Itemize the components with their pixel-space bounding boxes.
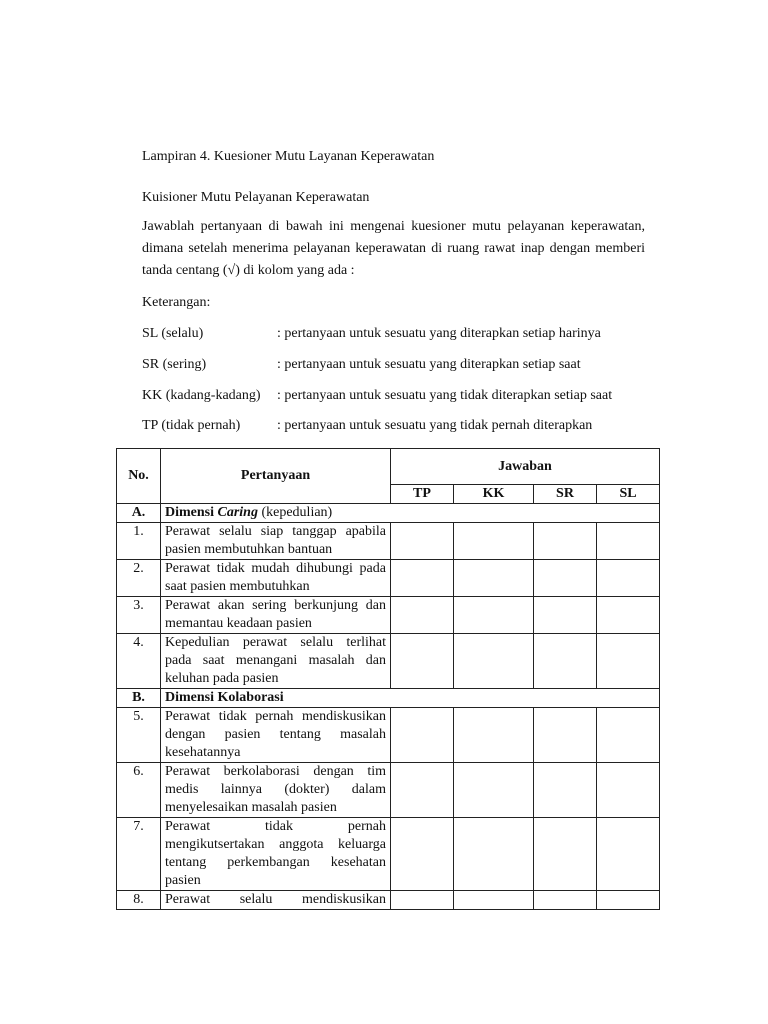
answer-cell-sr[interactable] <box>534 763 597 818</box>
question-row-4 <box>117 634 660 689</box>
section-label-prefix: Dimensi <box>165 505 218 520</box>
answer-cell-kk[interactable] <box>454 763 534 818</box>
answer-cell-tp[interactable] <box>391 560 454 597</box>
header-row-top <box>117 449 660 485</box>
answer-cell-tp[interactable] <box>391 708 454 763</box>
question-row-6 <box>117 763 660 818</box>
header-option-tp: TP <box>391 485 454 504</box>
answer-cell-tp[interactable] <box>391 523 454 560</box>
answer-cell-sl[interactable] <box>597 818 660 891</box>
answer-cell-sl[interactable] <box>597 763 660 818</box>
attachment-title: Lampiran 4. Kuesioner Mutu Layanan Keperawatan <box>142 149 435 164</box>
answer-cell-sr[interactable] <box>534 708 597 763</box>
question-text: Perawat tidak pernah mengikutsertakan anggota keluarga tentang perkembangan kesehatan pasien <box>161 818 391 891</box>
header-option-kk: KK <box>454 485 534 504</box>
question-number: 4. <box>117 634 161 689</box>
form-title: Kuisioner Mutu Pelayanan Keperawatan <box>142 190 370 205</box>
question-number: 2. <box>117 560 161 597</box>
question-row-8 <box>117 891 660 910</box>
legend-abbr: KK (kadang-kadang) <box>142 388 261 403</box>
section-label-suffix: (kepedulian) <box>257 505 333 520</box>
question-number: 6. <box>117 763 161 818</box>
header-question: Pertanyaan <box>161 449 391 504</box>
question-text: Perawat akan sering berkunjung dan memantau keadaan pasien <box>161 597 391 634</box>
question-number: 8. <box>117 891 161 910</box>
answer-cell-tp[interactable] <box>391 763 454 818</box>
answer-cell-sl[interactable] <box>597 560 660 597</box>
section-letter: A. <box>117 504 161 523</box>
answer-cell-sr[interactable] <box>534 634 597 689</box>
answer-cell-sl[interactable] <box>597 634 660 689</box>
legend-desc: : pertanyaan untuk sesuatu yang diterapkan setiap saat <box>277 357 581 372</box>
answer-cell-tp[interactable] <box>391 818 454 891</box>
answer-cell-tp[interactable] <box>391 891 454 910</box>
answer-cell-tp[interactable] <box>391 597 454 634</box>
answer-cell-kk[interactable] <box>454 708 534 763</box>
question-row-7 <box>117 818 660 891</box>
legend-abbr: SR (sering) <box>142 357 207 372</box>
section-label: Dimensi Kolaborasi <box>161 689 660 708</box>
section-label-italic: Caring <box>217 505 258 520</box>
question-row-5 <box>117 708 660 763</box>
question-number: 7. <box>117 818 161 891</box>
question-text: Perawat tidak pernah mendiskusikan dengan pasien tentang masalah kesehatannya <box>161 708 391 763</box>
answer-cell-sl[interactable] <box>597 891 660 910</box>
header-no: No. <box>117 449 161 504</box>
answer-cell-sr[interactable] <box>534 818 597 891</box>
answer-cell-sr[interactable] <box>534 891 597 910</box>
question-text: Kepedulian perawat selalu terlihat pada saat menangani masalah dan keluhan pada pasien <box>161 634 391 689</box>
answer-cell-sl[interactable] <box>597 708 660 763</box>
question-row-3 <box>117 597 660 634</box>
header-answer: Jawaban <box>391 449 660 485</box>
answer-cell-kk[interactable] <box>454 597 534 634</box>
legend-abbr: SL (selalu) <box>142 326 204 341</box>
questionnaire-table <box>116 448 660 910</box>
question-text: Perawat berkolaborasi dengan tim medis lainnya (dokter) dalam menyelesaikan masalah pasien <box>161 763 391 818</box>
question-text: Perawat selalu mendiskusikan <box>161 891 391 910</box>
answer-cell-kk[interactable] <box>454 818 534 891</box>
answer-cell-kk[interactable] <box>454 560 534 597</box>
header-option-sr: SR <box>534 485 597 504</box>
legend-desc: : pertanyaan untuk sesuatu yang tidak pernah diterapkan <box>277 418 593 433</box>
section-row-b <box>117 689 660 708</box>
legend-abbr: TP (tidak pernah) <box>142 418 241 433</box>
question-number: 3. <box>117 597 161 634</box>
legend-desc: : pertanyaan untuk sesuatu yang diterapkan setiap harinya <box>277 326 601 341</box>
question-number: 5. <box>117 708 161 763</box>
instructions-paragraph: Jawablah pertanyaan di bawah ini mengenai kuesioner mutu pelayanan keperawatan, dimana setelah menerima pelayanan keperawatan di ruang rawat inap dengan memberi tanda centang (√) di kolom yang ada : <box>142 219 645 278</box>
legend-desc: : pertanyaan untuk sesuatu yang tidak diterapkan setiap saat <box>277 388 613 403</box>
answer-cell-sr[interactable] <box>534 560 597 597</box>
question-row-1 <box>117 523 660 560</box>
question-row-2 <box>117 560 660 597</box>
question-text: Perawat tidak mudah dihubungi pada saat pasien membutuhkan <box>161 560 391 597</box>
legend-heading: Keterangan: <box>142 295 211 310</box>
question-number: 1. <box>117 523 161 560</box>
answer-cell-kk[interactable] <box>454 634 534 689</box>
section-label <box>161 504 660 523</box>
answer-cell-sl[interactable] <box>597 597 660 634</box>
answer-cell-sr[interactable] <box>534 523 597 560</box>
section-row-a <box>117 504 660 523</box>
question-text: Perawat selalu siap tanggap apabila pasien membutuhkan bantuan <box>161 523 391 560</box>
answer-cell-tp[interactable] <box>391 634 454 689</box>
header-option-sl: SL <box>597 485 660 504</box>
answer-cell-kk[interactable] <box>454 523 534 560</box>
answer-cell-sr[interactable] <box>534 597 597 634</box>
answer-cell-kk[interactable] <box>454 891 534 910</box>
answer-cell-sl[interactable] <box>597 523 660 560</box>
section-letter: B. <box>117 689 161 708</box>
